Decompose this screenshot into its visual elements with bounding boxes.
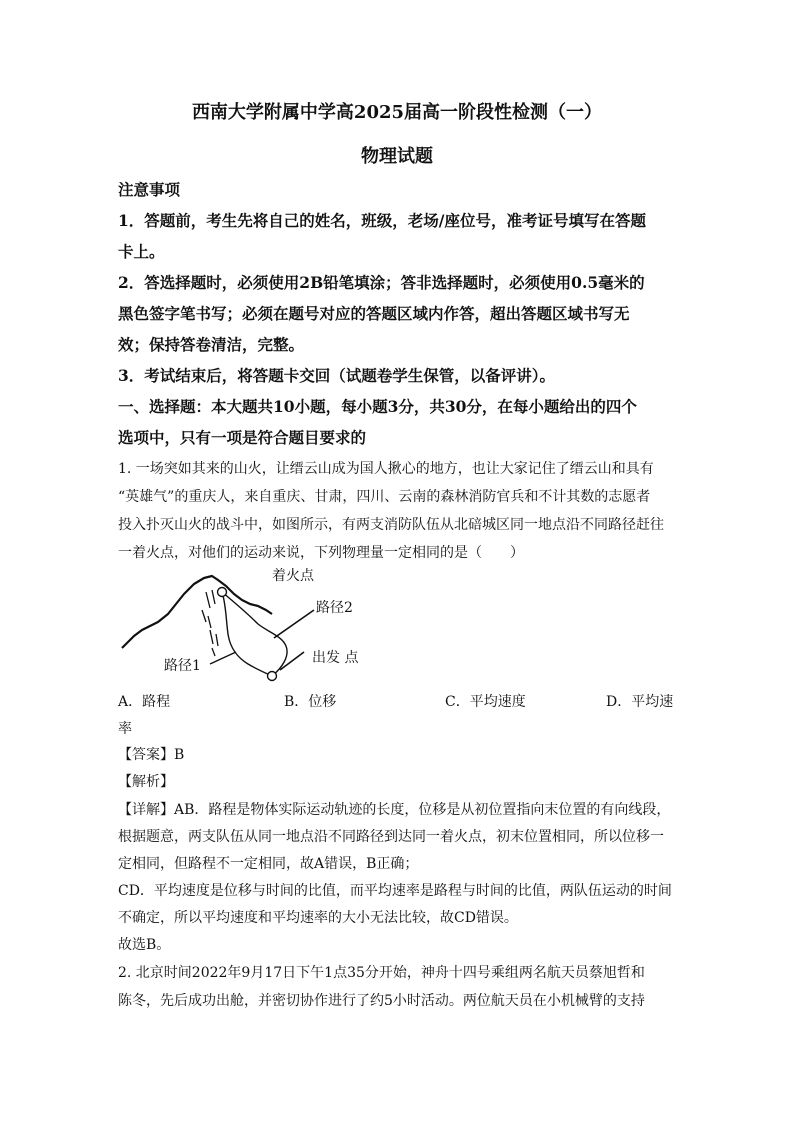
notes-line: 1．答题前，考生先将自己的姓名，班级，老场/座位号，准考证号填写在答题 bbox=[118, 211, 646, 230]
start-leader bbox=[280, 652, 304, 670]
analysis-text: 【详解】AB．路程是物体实际运动轨迹的长度，位移是从初位置指向末位置的有向线段， bbox=[118, 802, 671, 818]
option-c: C．平均速度 bbox=[445, 694, 526, 710]
mountain-path-diagram bbox=[118, 560, 378, 688]
analysis-text: 不确定，所以平均速度和平均速率的大小无法比较，故CD错误。 bbox=[118, 910, 518, 926]
exam-title: 西南大学附属中学高2025届高一阶段性检测（一） bbox=[191, 102, 603, 123]
section-heading: 一、选择题：本大题共10小题，每小题3分，共30分，在每小题给出的四个 bbox=[118, 397, 637, 416]
path-1-line bbox=[222, 592, 272, 676]
notes-line: 3．考试结束后，将答题卡交回（试题卷学生保管，以备评讲）。 bbox=[118, 366, 556, 385]
analysis-text: 定相同，但路程不一定相同，故A错误，B正确； bbox=[118, 856, 419, 872]
notes-line: 黑色签字笔书写；必须在题号对应的答题区域内作答，超出答题区域书写无 bbox=[118, 304, 630, 323]
option-d-continuation: 率 bbox=[118, 721, 132, 737]
start-point-label: 出发 点 bbox=[312, 650, 359, 666]
analysis-text: 故选B。 bbox=[118, 937, 171, 953]
mountain-path-figure bbox=[118, 560, 378, 688]
question-2-text: 陈冬，先后成功出舱，并密切协作进行了约5小时活动。两位航天员在小机械臂的支持 bbox=[118, 993, 645, 1009]
notes-line: 卡上。 bbox=[118, 242, 165, 261]
notes-line: 2．答选择题时，必须使用2B铅笔填涂；答非选择题时，必须使用0.5毫米的 bbox=[118, 273, 645, 292]
question-1-text: 一着火点，对他们的运动来说，下列物理量一定相同的是（ ） bbox=[118, 545, 524, 561]
section-heading: 选项中，只有一项是符合题目要求的 bbox=[118, 428, 367, 447]
path-2-label: 路径2 bbox=[316, 600, 353, 616]
analysis-text: CD．平均速度是位移与时间的比值，而平均速率是路程与时间的比值，两队伍运动的时间 bbox=[118, 883, 672, 899]
notes-line: 效；保持答卷清洁，完整。 bbox=[118, 335, 305, 354]
analysis-heading: 【解析】 bbox=[118, 774, 174, 790]
question-1-text: 投入扑灭山火的战斗中，如图所示，有两支消防队伍从北碚城区同一地点沿不同路径赶往 bbox=[118, 517, 664, 533]
path-1-label: 路径1 bbox=[164, 658, 201, 674]
answer-line: 【答案】B bbox=[118, 747, 185, 763]
question-2-text: 2. 北京时间2022年9月17日下午1点35分开始，神舟十四号乘组两名航天员蔡旭哲和 bbox=[118, 965, 645, 981]
cliff-hatch bbox=[202, 590, 218, 656]
notes-heading: 注意事项 bbox=[118, 180, 181, 199]
analysis-text: 根据题意，两支队伍从同一地点沿不同路径到达同一着火点，初末位置相同，所以位移一 bbox=[118, 829, 664, 845]
question-1-text: 1. 一场突如其来的山火，让缙云山成为国人揪心的地方，也让大家记住了缙云山和具有 bbox=[118, 461, 654, 477]
option-d: D．平均速 bbox=[606, 694, 674, 710]
path-2-leader bbox=[274, 610, 314, 638]
subject-title: 物理试题 bbox=[361, 146, 433, 167]
start-point-marker bbox=[268, 672, 277, 681]
fire-point-label: 着火点 bbox=[272, 568, 314, 584]
option-a: A．路程 bbox=[118, 694, 171, 710]
mountain-outline bbox=[122, 576, 272, 648]
option-b: B．位移 bbox=[284, 694, 337, 710]
question-1-text: “英雄气”的重庆人，来自重庆、甘肃，四川、云南的森林消防官兵和不计其数的志愿者 bbox=[118, 489, 651, 505]
fire-point-marker bbox=[218, 588, 227, 597]
